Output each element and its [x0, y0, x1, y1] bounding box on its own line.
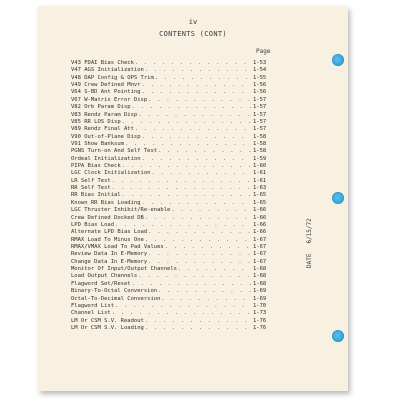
entry-title: V89 Rendz Final Att [71, 126, 134, 133]
contents-entry [71, 134, 287, 141]
entry-title: LGC Thruster Inhibit/Re-enable [71, 207, 171, 214]
dot-leader [158, 148, 251, 155]
contents-entry [71, 156, 287, 163]
dot-leader [112, 310, 251, 317]
dot-leader [112, 185, 251, 192]
binder-hole-bottom [332, 330, 344, 342]
entry-title: Flagword Set/Reset [71, 280, 131, 287]
contents-entry [71, 266, 287, 273]
entry-title: Known RR Bias Loading [71, 199, 141, 206]
dot-leader [135, 126, 251, 133]
dot-leader [138, 273, 251, 280]
dot-leader [148, 259, 251, 266]
entry-page: 1-63 [253, 185, 267, 192]
entry-title: V64 S-BD Ant Pointing [71, 89, 141, 96]
entry-title: V49 Crew Defined Mnvr [71, 82, 141, 89]
entry-page: 1-66 [253, 221, 267, 228]
entry-page: 1-53 [253, 60, 267, 66]
entry-title: V82 Orb Param Disp [71, 104, 131, 111]
entry-title: RMAX Load To Minus One [71, 236, 144, 243]
entry-title: LR Self Test [71, 177, 111, 184]
entry-title: PGNS Turn-on And Self Test [71, 148, 158, 155]
entry-page: 1-70 [253, 302, 267, 309]
entry-title: V90 Out-of-Plane Disp [71, 133, 141, 140]
date-value: 6/15/72 [306, 218, 313, 244]
entry-page: 1-69 [253, 288, 267, 295]
entry-title: LM Or CSM S.V. Loading [71, 324, 144, 331]
entry-title: V67 W-Matrix Error Disp [71, 96, 148, 103]
entry-page: 1-68 [253, 280, 267, 287]
entry-page: 1-66 [253, 214, 267, 221]
contents-entry [71, 82, 287, 89]
entry-page: 1-57 [253, 104, 267, 111]
dot-leader [112, 178, 251, 185]
entry-page: 1-60 [253, 163, 267, 170]
entry-page: 1-68 [253, 273, 267, 280]
entry-page: 1-57 [253, 111, 267, 118]
entry-title: Octal-To-Decimal Conversion [71, 295, 161, 302]
entry-page: 1-59 [253, 155, 267, 162]
entry-title: LPD Bias Load [71, 221, 115, 228]
entry-page: 1-66 [253, 207, 267, 214]
contents-entry [71, 318, 287, 325]
entry-title: RR Self Test [71, 185, 111, 192]
contents-entry [71, 200, 287, 207]
entry-page: 1-68 [253, 266, 267, 273]
contents-entry [71, 296, 287, 303]
entry-title: V47 AGS Initialization [71, 67, 144, 74]
dot-leader [178, 266, 251, 273]
entry-page: 1-56 [253, 89, 267, 96]
dot-leader [145, 325, 251, 332]
contents-entry [71, 148, 287, 155]
dot-leader [142, 89, 251, 96]
dot-leader [148, 229, 251, 236]
dot-leader [132, 104, 251, 111]
contents-entry [71, 244, 287, 251]
entry-title: RMAX/VMAX Load To Pad Values [71, 243, 164, 250]
entry-page: 1-73 [253, 310, 267, 317]
contents-entry [71, 215, 287, 222]
entry-page: 1-67 [253, 251, 267, 258]
entry-title: Alternate LPD Bias Load [71, 229, 148, 236]
contents-entry [71, 112, 287, 119]
binder-hole-top [332, 54, 344, 66]
entry-title: V43 FDAI Bias Check [71, 60, 134, 66]
dot-leader [151, 170, 251, 177]
entry-page: 1-61 [253, 177, 267, 184]
entry-page: 1-67 [253, 243, 267, 250]
dot-leader [115, 303, 251, 310]
entry-page: 1-57 [253, 126, 267, 133]
contents-entry [71, 237, 287, 244]
entry-page: 1-67 [253, 236, 267, 243]
contents-entry [71, 273, 287, 280]
contents-entry [71, 281, 287, 288]
entry-title: Flagword List [71, 302, 115, 309]
dot-leader [145, 67, 251, 74]
entry-title: V85 RR LOS Disp [71, 118, 121, 125]
entry-page: 1-65 [253, 199, 267, 206]
entry-page: 1-69 [253, 295, 267, 302]
contents-entry [71, 222, 287, 229]
dot-leader [145, 215, 251, 222]
entry-title: V91 Show Banksum [71, 140, 124, 147]
entry-title: Ordeal Initialization [71, 155, 141, 162]
entry-page: 1-76 [253, 317, 267, 324]
dot-leader [161, 296, 251, 303]
contents-entry [71, 67, 287, 74]
entry-title: Load Output Channels [71, 273, 138, 280]
contents-entry [71, 207, 287, 214]
entry-title: Monitor Of Input/Output Channels [71, 266, 177, 273]
entry-page: 1-67 [253, 258, 267, 265]
entry-title: V48 DAP Config & OPS Trim [71, 74, 154, 81]
entry-title: Review Data In E-Memory [71, 251, 148, 258]
entry-title: RR Bias Initial [71, 192, 121, 199]
entry-title: Binary-To-Octal Conversion [71, 288, 158, 295]
entry-page: 1-57 [253, 118, 267, 125]
contents-entry [71, 104, 287, 111]
dot-leader [135, 60, 251, 67]
dot-leader [122, 163, 251, 170]
dot-leader [165, 244, 251, 251]
entry-page: 1-56 [253, 82, 267, 89]
dot-leader [155, 75, 251, 82]
contents-entry [71, 303, 287, 310]
contents-entry [71, 229, 287, 236]
entry-page: 1-58 [253, 133, 267, 140]
binder-hole-middle [332, 192, 344, 204]
entry-page: 1-55 [253, 74, 267, 81]
dot-leader [158, 288, 251, 295]
entry-title: Channel List [71, 310, 111, 317]
dot-leader [115, 222, 251, 229]
entry-title: Crew Defined Docked DB [71, 214, 144, 221]
dot-leader [148, 97, 251, 104]
entry-page: 1-76 [253, 324, 267, 331]
contents-entry [71, 259, 287, 266]
contents-entry [71, 170, 287, 177]
page-column-header: Page [256, 48, 271, 55]
dot-leader [142, 82, 251, 89]
contents-entry [71, 60, 287, 67]
entry-page: 1-66 [253, 229, 267, 236]
entry-page: 1-54 [253, 67, 267, 74]
dot-leader [171, 207, 251, 214]
contents-entry [71, 89, 287, 96]
dot-leader [142, 134, 251, 141]
entry-page: 1-61 [253, 170, 267, 177]
contents-list [71, 60, 287, 332]
contents-entry [71, 141, 287, 148]
entry-title: LGC Clock Initialization [71, 170, 151, 177]
entry-title: V83 Rendz Param Disp [71, 111, 138, 118]
dot-leader [142, 200, 251, 207]
contents-entry [71, 119, 287, 126]
contents-entry [71, 75, 287, 82]
dot-leader [122, 192, 251, 199]
page-number: iv [188, 18, 198, 26]
contents-entry [71, 178, 287, 185]
dot-leader [122, 119, 251, 126]
entry-page: 1-58 [253, 140, 267, 147]
contents-entry [71, 192, 287, 199]
dot-leader [138, 112, 251, 119]
contents-entry [71, 97, 287, 104]
dot-leader [145, 318, 251, 325]
dot-leader [132, 281, 251, 288]
contents-entry [71, 126, 287, 133]
entry-page: 1-65 [253, 192, 267, 199]
contents-entry [71, 310, 287, 317]
contents-heading: CONTENTS (CONT) [159, 30, 227, 38]
dot-leader [142, 156, 251, 163]
date-label: DATE [306, 253, 313, 268]
entry-page: 1-57 [253, 96, 267, 103]
document-page [38, 6, 348, 391]
entry-title: LM Or CSM S.V. Readout [71, 317, 144, 324]
dot-leader [125, 141, 251, 148]
dot-leader [145, 237, 251, 244]
contents-entry [71, 163, 287, 170]
contents-entry [71, 185, 287, 192]
entry-page: 1-58 [253, 148, 267, 155]
entry-title: Change Data In E-Memory [71, 258, 148, 265]
contents-entry [71, 288, 287, 295]
dot-leader [148, 251, 251, 258]
entry-title: PIPA Bias Check [71, 163, 121, 170]
date-stamp [306, 218, 313, 268]
contents-entry [71, 325, 287, 332]
contents-entry [71, 251, 287, 258]
